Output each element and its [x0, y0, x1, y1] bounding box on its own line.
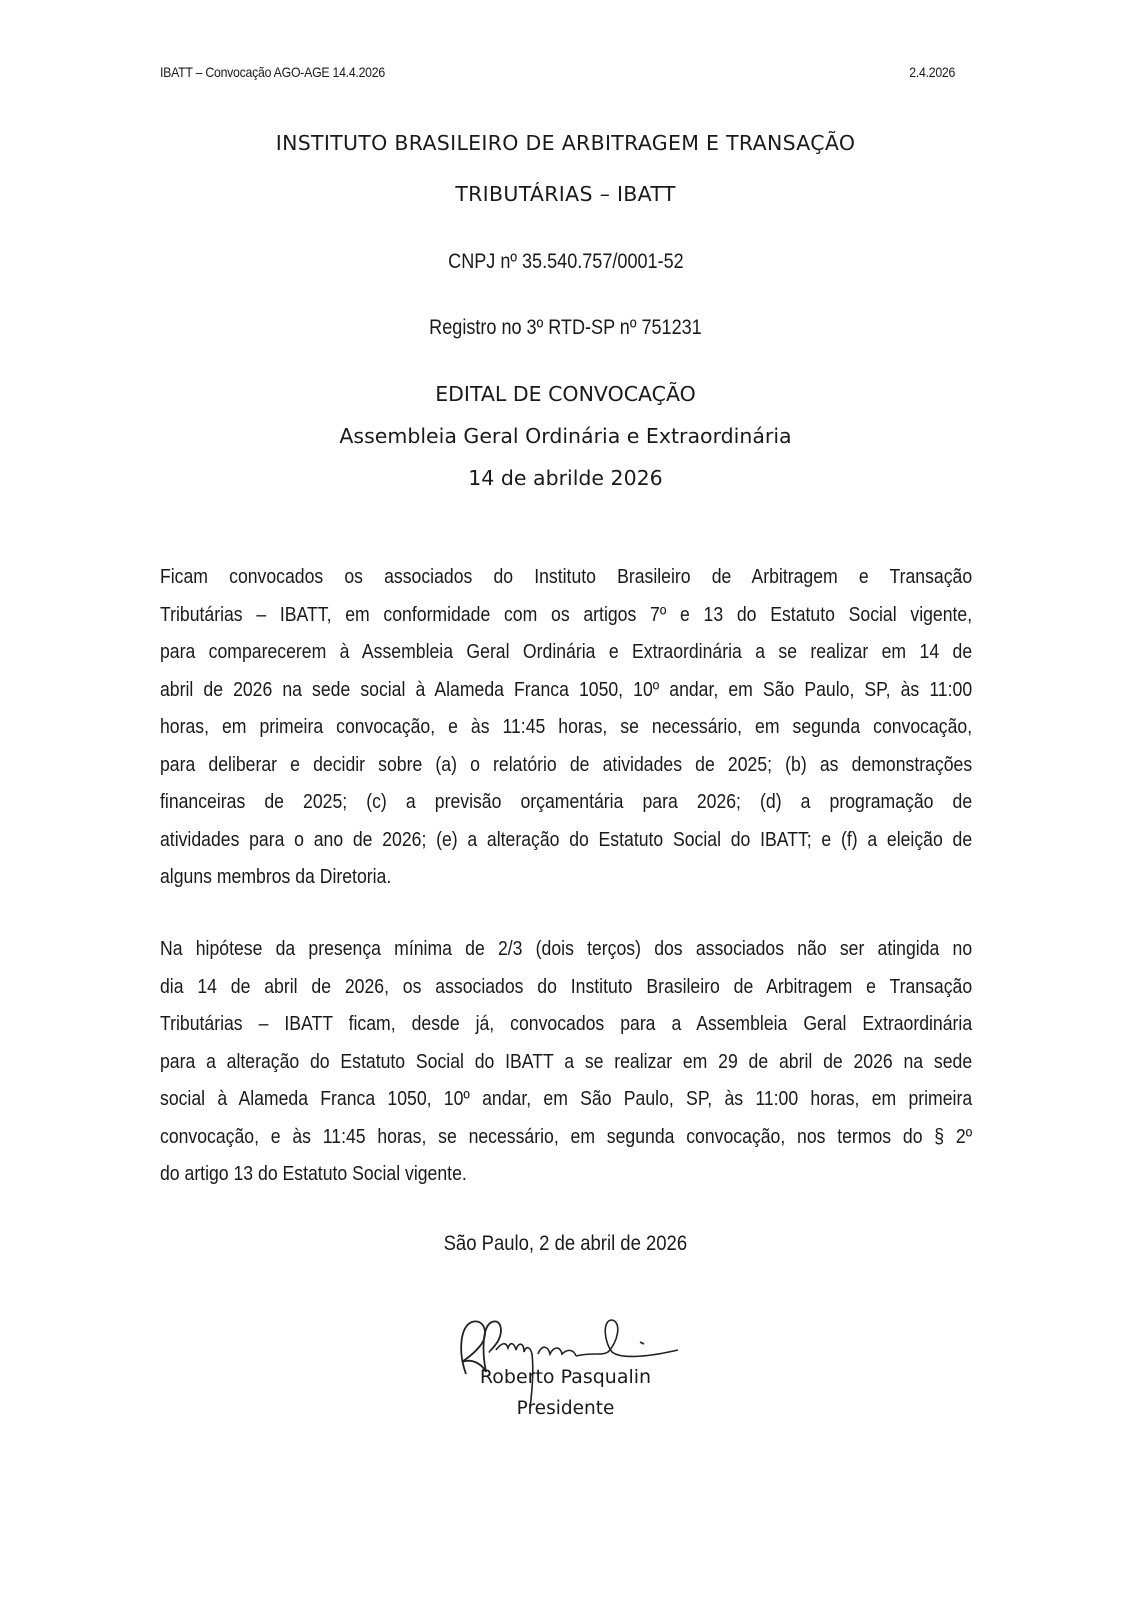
paragraph-line-text: do artigo 13 do Estatuto Social vigente. [160, 1162, 467, 1185]
registro [0, 316, 1131, 340]
paragraph-line-text: Tributárias – IBATT, em conformidade com os artigos 7º e 13 do Estatuto Social vigente, [160, 602, 973, 626]
paragraph-line-text: social à Alameda Franca 1050, 10º andar, em São Paulo, SP, às 11:00 horas, em primeira [160, 1087, 973, 1110]
paragraph-line-text: para a alteração do Estatuto Social do IBATT a se realizar em 29 de abril de 2026 na sede [160, 1049, 973, 1073]
paragraph-line [160, 1080, 972, 1118]
paragraph-line [160, 633, 972, 671]
paragraph-line-text: Ficam convocados os associados do Instituto Brasileiro de Arbitragem e Transação [160, 565, 973, 588]
paragraph-line [160, 821, 972, 859]
paragraph-line-text: atividades para o ano de 2026; (e) a alteração do Estatuto Social do IBATT; e (f) a eleição de [160, 827, 973, 851]
paragraph-line-text: para deliberar e decidir sobre (a) o relatório de atividades de 2025; (b) as demonstrações [160, 752, 973, 776]
paragraph-line [160, 708, 972, 746]
paragraph-line [160, 671, 972, 709]
paragraph-line [160, 1043, 972, 1081]
paragraph-line [160, 1005, 972, 1043]
edital-date: 14 de abrilde 2026 [468, 466, 663, 490]
place-date [0, 1232, 1131, 1256]
paragraph-line [160, 746, 972, 784]
handwritten-signature [452, 1312, 682, 1412]
signer-role: Presidente [516, 1398, 615, 1419]
paragraph-line-text: para comparecerem à Assembleia Geral Ordinária e Extraordinária a se realizar em 14 de [160, 640, 973, 663]
paragraph-line-text: financeiras de 2025; (c) a previsão orçamentária para 2026; (d) a programação de [160, 790, 973, 813]
paragraph-line [160, 1118, 972, 1156]
edital-subtitle: Assembleia Geral Ordinária e Extraordinária [339, 424, 792, 448]
paragraph-line [160, 783, 972, 821]
edital-heading: EDITAL DE CONVOCAÇÃO [435, 382, 696, 406]
institution-name-line2: TRIBUTÁRIAS – IBATT [455, 182, 676, 206]
paragraph-second-call [160, 930, 972, 1193]
paragraph-line-text: alguns membros da Diretoria. [160, 865, 392, 888]
paragraph-line [160, 558, 972, 596]
cnpj [0, 250, 1131, 274]
paragraph-line [160, 930, 972, 968]
paragraph-line-text: horas, em primeira convocação, e às 11:45 horas, se necessário, em segunda convocação, [160, 715, 973, 738]
paragraph-line [160, 1155, 972, 1193]
paragraph-line [160, 596, 972, 634]
paragraph-line [160, 968, 972, 1006]
paragraph-line-text: Tributárias – IBATT ficam, desde já, convocados para a Assembleia Geral Extraordinária [160, 1012, 973, 1035]
registro-text: Registro no 3º RTD-SP nº 751231 [429, 316, 702, 339]
paragraph-line [160, 858, 972, 896]
page-header-left: IBATT – Convocação AGO-AGE 14.4.2026 [160, 64, 385, 80]
paragraph-line-text: dia 14 de abril de 2026, os associados do Instituto Brasileiro de Arbitragem e Transação [160, 974, 973, 998]
paragraph-line-text: convocação, e às 11:45 horas, se necessário, em segunda convocação, nos termos do § 2º [160, 1124, 973, 1148]
page-header-right: 2.4.2026 [909, 64, 955, 80]
cnpj-text: CNPJ nº 35.540.757/0001-52 [447, 250, 684, 273]
paragraph-convocation [160, 558, 972, 896]
signer-name: Roberto Pasqualin [479, 1366, 652, 1388]
institution-name-line1: INSTITUTO BRASILEIRO DE ARBITRAGEM E TRANSAÇÃO [275, 131, 856, 155]
paragraph-line-text: abril de 2026 na sede social à Alameda Franca 1050, 10º andar, em São Paulo, SP, às 11:00 [160, 677, 973, 701]
paragraph-line-text: Na hipótese da presença mínima de 2/3 (dois terços) dos associados não ser atingida no [160, 937, 973, 960]
place-date-text: São Paulo, 2 de abril de 2026 [443, 1232, 688, 1255]
